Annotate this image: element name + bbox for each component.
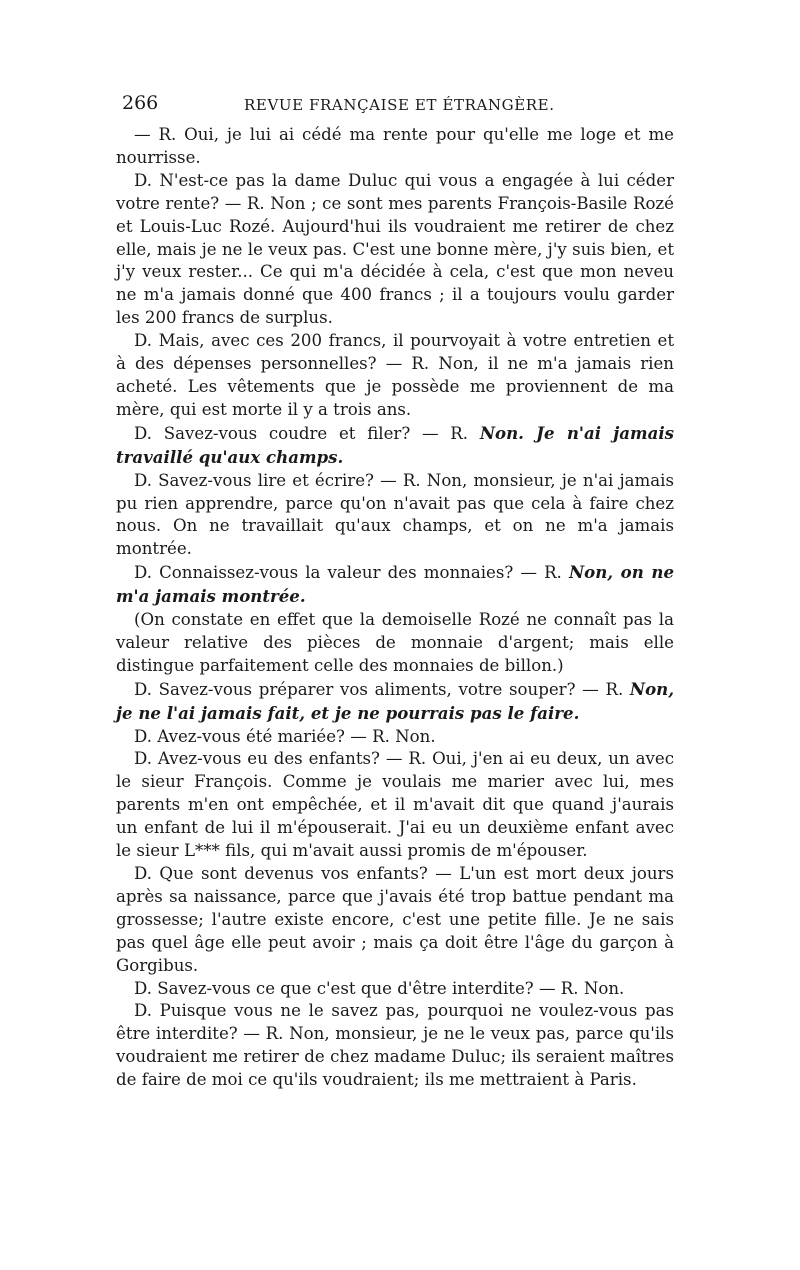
text-run: D. Savez-vous ce que c'est que d'être interdite? — R. Non. — [134, 978, 625, 998]
paragraph — [116, 561, 674, 609]
body-text — [116, 124, 674, 1092]
paragraph — [116, 609, 674, 678]
paragraph — [116, 422, 674, 470]
running-head — [116, 92, 674, 122]
italic-answer: Non, je ne l'ai jamais fait, et je ne pourrais pas le faire. — [116, 678, 674, 723]
journal-title: REVUE FRANÇAISE ET ÉTRANGÈRE. — [244, 96, 555, 114]
text-run: D. Savez-vous coudre et filer? — R. — [134, 423, 480, 443]
italic-answer: Non. Je n'ai jamais travaillé qu'aux champs. — [116, 422, 674, 467]
paragraph — [116, 170, 674, 330]
text-run: — R. Oui, je lui ai cédé ma rente pour qu'elle me loge et me nourrisse. — [116, 125, 674, 167]
text-run: (On constate en effet que la demoiselle Rozé ne connaît pas la valeur relative des pièces de monnaie d'argent; mais elle distingue parfaitement celle des monnaies de billon.) — [116, 610, 674, 675]
paragraph — [116, 470, 674, 562]
paragraph — [116, 863, 674, 978]
paragraph — [116, 748, 674, 863]
paragraph — [116, 978, 674, 1001]
text-run: D. N'est-ce pas la dame Duluc qui vous a engagée à lui céder votre rente? — R. Non ; ce sont mes parents François-Basile Rozé et Louis-Luc Rozé. Aujourd'hui ils voudraient me retirer de chez elle, mais je ne le veux pas. C'est une bonne mère, j'y suis bien, et j'y veux rester... Ce qui m'a décidée à cela, c'est que mon neveu ne m'a jamais donné que 400 francs ; il a toujours voulu garder les 200 francs de surplus. — [116, 170, 674, 328]
paragraph — [116, 1000, 674, 1092]
text-run: D. Puisque vous ne le savez pas, pourquoi ne voulez-vous pas être interdite? — R. Non, monsieur, je ne le veux pas, parce qu'ils voudraient me retirer de chez madame Duluc; ils seraient maîtres de faire de moi ce qu'ils voudraient; ils me mettraient à Paris. — [116, 1001, 674, 1090]
text-run: D. Savez-vous lire et écrire? — R. Non, monsieur, je n'ai jamais pu rien apprendre, parce qu'on n'avait pas que cela à faire chez nous. On ne travaillait qu'aux champs, et on ne m'a jamais montrée. — [116, 470, 674, 559]
page-number: 266 — [122, 92, 159, 114]
book-page — [116, 92, 674, 1092]
paragraph — [116, 330, 674, 422]
text-run: D. Avez-vous été mariée? — R. Non. — [134, 726, 436, 746]
text-run: D. Savez-vous préparer vos aliments, votre souper? — R. — [134, 679, 630, 699]
text-run: D. Mais, avec ces 200 francs, il pourvoyait à votre entretien et à des dépenses personnelles? — R. Non, il ne m'a jamais rien acheté. Les vêtements que je possède me proviennent de ma mère, qui est morte il y a trois ans. — [116, 331, 674, 419]
paragraph — [116, 726, 674, 749]
paragraph — [116, 678, 674, 726]
text-run: D. Connaissez-vous la valeur des monnaies? — R. — [134, 563, 569, 583]
paragraph — [116, 124, 674, 170]
italic-answer: Non, on ne m'a jamais montrée. — [116, 562, 675, 607]
text-run: D. Avez-vous eu des enfants? — R. Oui, j'en ai eu deux, un avec le sieur François. Comme je voulais me marier avec lui, mes parents m'en ont empêchée, et il m'avait dit que quand j'aurais un enfant de lui il m'épouserait. J'ai eu un deuxième enfant avec le sieur L*** fils, qui m'avait aussi promis de m'épouser. — [116, 749, 674, 861]
text-run: D. Que sont devenus vos enfants? — L'un est mort deux jours après sa naissance, parce que j'avais été trop battue pendant ma grossesse; l'autre existe encore, c'est une petite fille. Je ne sais pas quel âge elle peut avoir ; mais ça doit être l'âge du garçon à Gorgibus. — [116, 864, 674, 975]
